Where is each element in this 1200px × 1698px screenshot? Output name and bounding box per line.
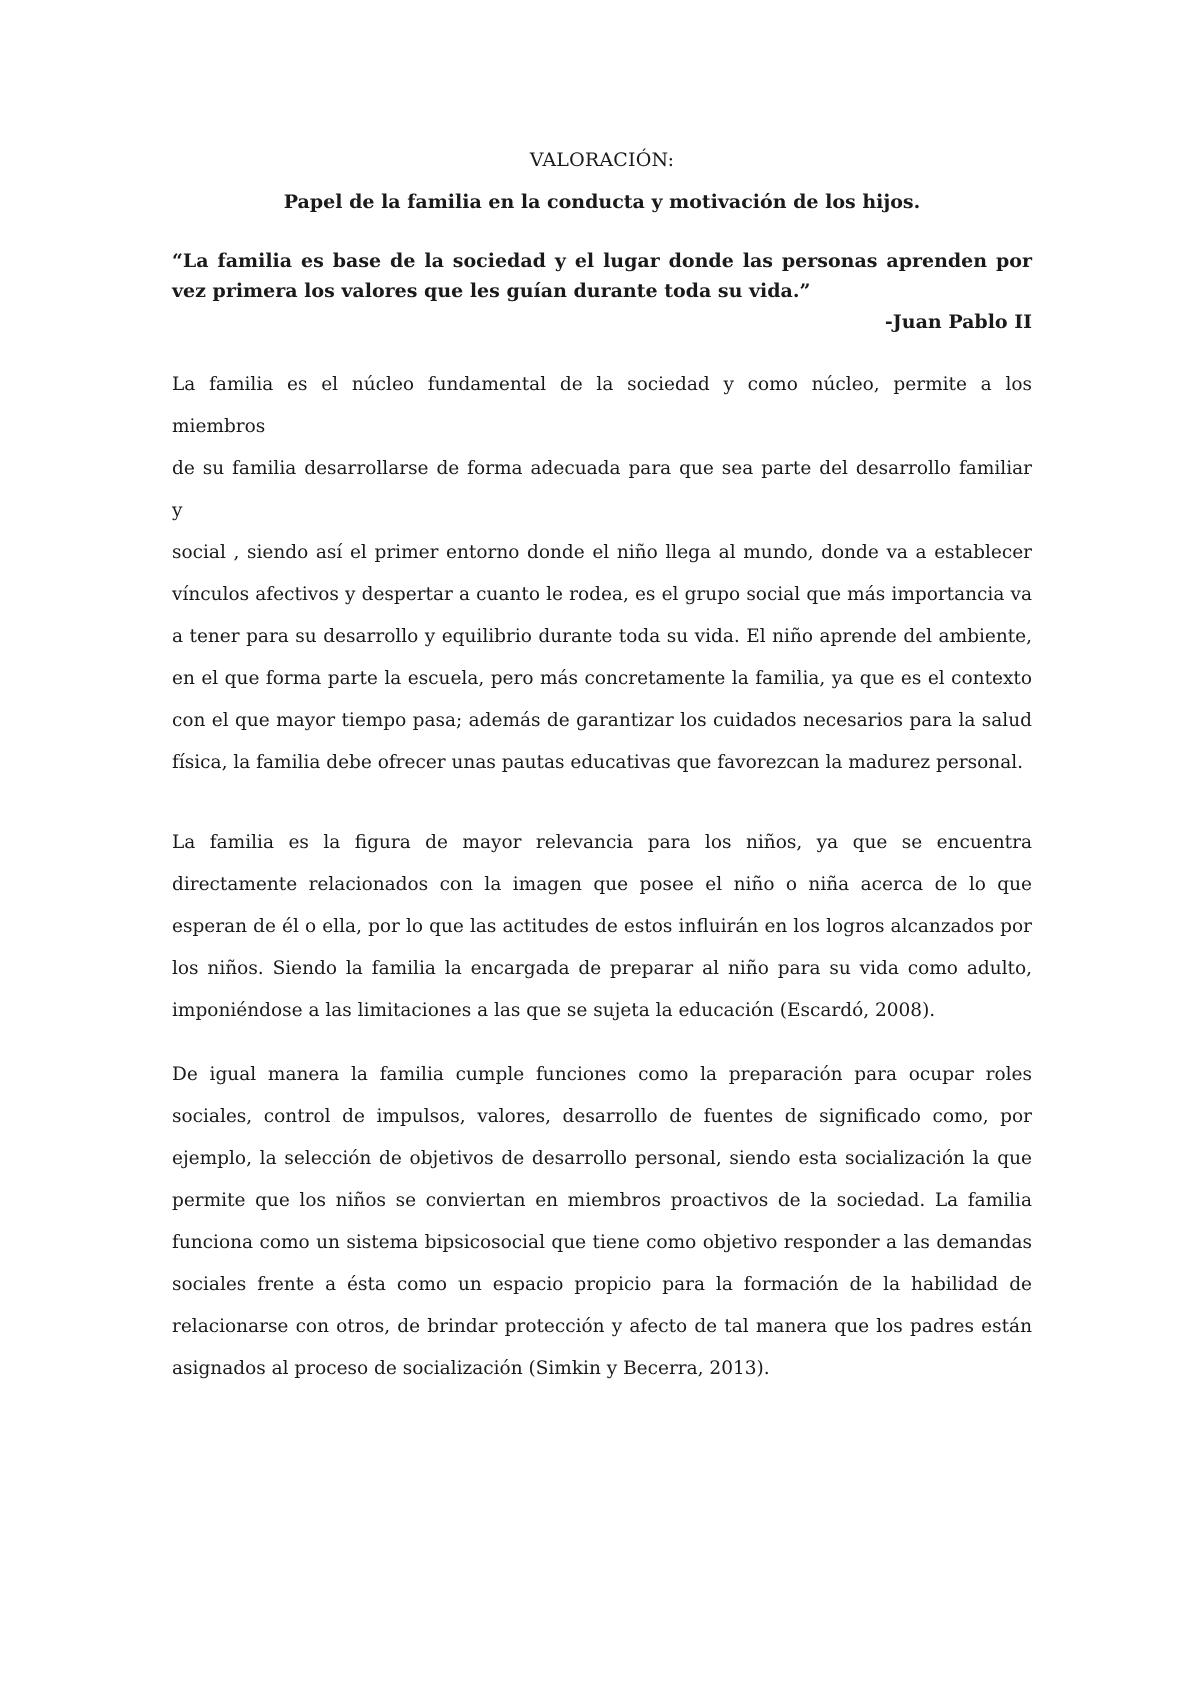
document-content (172, 146, 1032, 1390)
paragraph-3: De igual manera la familia cumple funciones como la preparación para ocupar roles sociales, control de impulsos, valores, desarrollo de fuentes de significado como, por ejemplo, la selección de objetivos de desarrollo personal, siendo esta socialización la que permite que los niños se conviertan en miembros proactivos de la sociedad. La familia funciona como un sistema bipsicosocial que tiene como objetivo responder a las demandas sociales frente a ésta como un espacio propicio para la formación de la habilidad de relacionarse con otros, de brindar protección y afecto de tal manera que los padres están asignados al proceso de socialización (Simkin y Becerra, 2013). (172, 1064, 1032, 1379)
paragraph-1-body: social , siendo así el primer entorno donde el niño llega al mundo, donde va a establecer vínculos afectivos y despertar a cuanto le rodea, es el grupo social que más importancia va a tener para su desarrollo y equilibrio durante toda su vida. El niño aprende del ambiente, en el que forma parte la escuela, pero más concretamente la familia, ya que es el contexto con el que mayor tiempo pasa; además de garantizar los cuidados necesarios para la salud física, la familia debe ofrecer unas pautas educativas que favorezcan la madurez personal. (172, 542, 1032, 773)
paragraph-1-line-1: La familia es el núcleo fundamental de la sociedad y como núcleo, permite a los (172, 374, 1032, 395)
epigraph-quote: “La familia es base de la sociedad y el lugar donde las personas aprenden por vez primera los valores que les guían durante toda su vida.” (172, 250, 1032, 302)
epigraph-author: -Juan Pablo II (884, 311, 1032, 333)
document-heading: VALORACIÓN: (529, 149, 675, 171)
document-subtitle: Papel de la familia en la conducta y motivación de los hijos. (283, 191, 921, 213)
paragraph-1-line-4: y (172, 500, 183, 521)
paragraph-1-line-3: de su familia desarrollarse de forma adecuada para que sea parte del desarrollo familiar (172, 458, 1032, 479)
paragraph-1-line-2: miembros (172, 416, 266, 437)
paragraph-2: La familia es la figura de mayor relevancia para los niños, ya que se encuentra directamente relacionados con la imagen que posee el niño o niña acerca de lo que esperan de él o ella, por lo que las actitudes de estos influirán en los logros alcanzados por los niños. Siendo la familia la encargada de preparar al niño para su vida como adulto, imponiéndose a las limitaciones a las que se sujeta la educación (Escardó, 2008). (172, 832, 1032, 1021)
paragraph-1 (172, 364, 1032, 784)
